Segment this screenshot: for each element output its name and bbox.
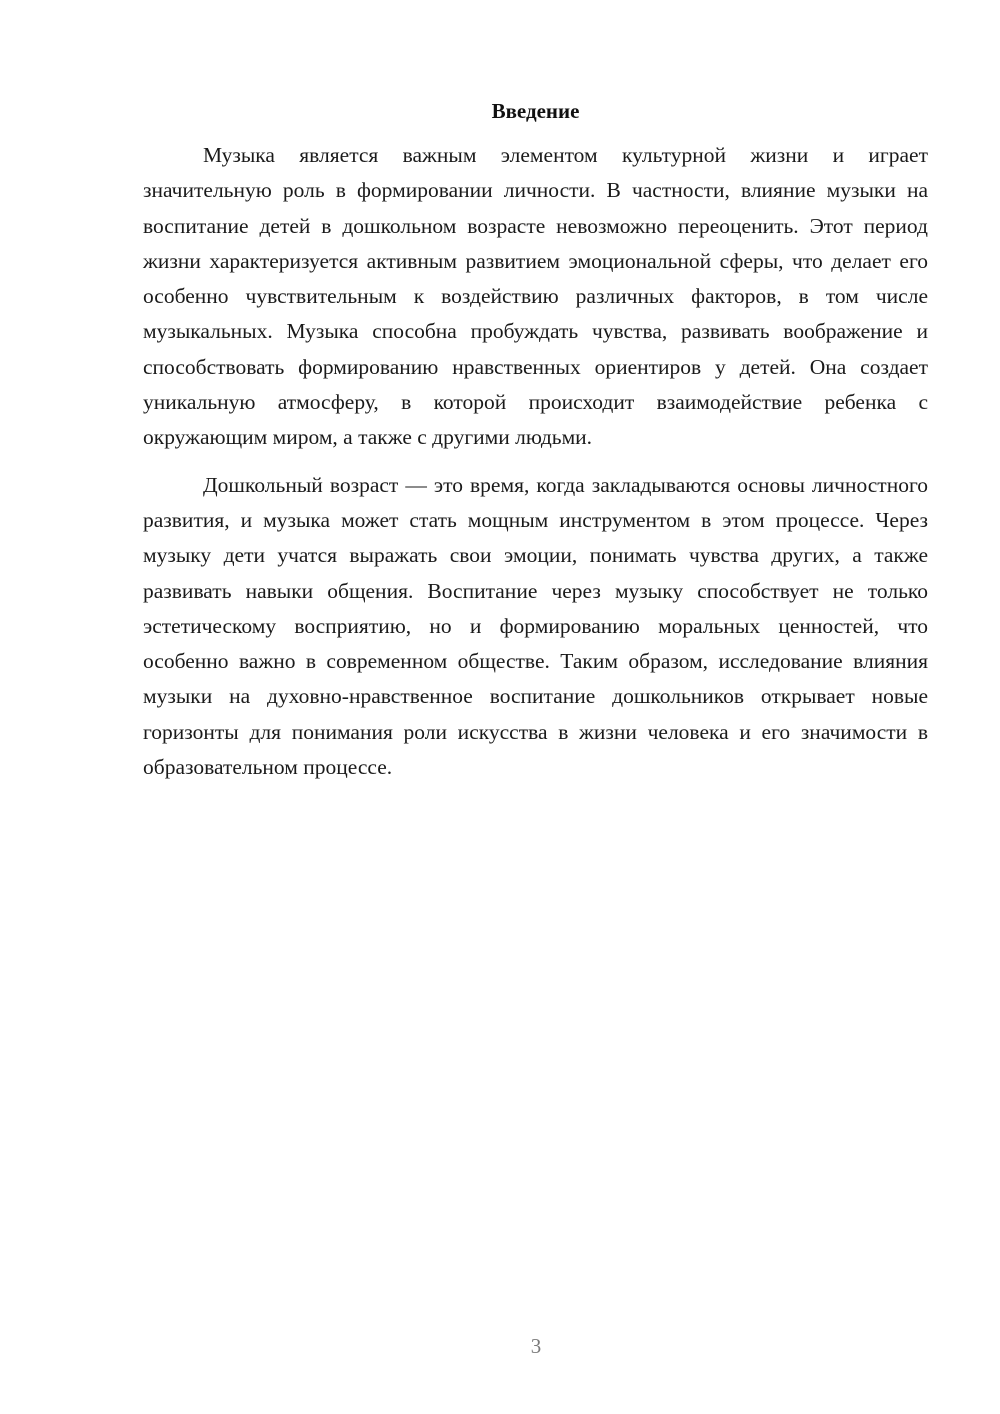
section-heading: Введение (491, 99, 580, 123)
body-paragraph-2: Дошкольный возраст — это время, когда закладываются основы личностного развития, и музыка может стать мощным инструментом в этом процессе. Через музыку дети учатся выражать свои эмоции, понимать чувства других, а также развивать навыки общения. Воспитание через музыку способствует не только эстетическому восприятию, но и формированию моральных ценностей, что особенно важно в современном обществе. Таким образом, исследование влияния музыки на духовно-нравственное воспитание дошкольников открывает новые горизонты для понимания роли искусства в жизни человека и его значимости в образовательном процессе. (143, 472, 928, 780)
body-paragraph-1: Музыка является важным элементом культурной жизни и играет значительную роль в формировании личности. В частности, влияние музыки на воспитание детей в дошкольном возрасте невозможно переоценить. Этот период жизни характеризуется активным развитием эмоциональной сферы, что делает его особенно чувствительным к воздействию различных факторов, в том числе музыкальных. Музыка способна пробуждать чувства, развивать воображение и способствовать формированию нравственных ориентиров у детей. Она создает уникальную атмосферу, в которой происходит взаимодействие ребенка с окружающим миром, а также с другими людьми. (143, 143, 928, 450)
page-content (143, 96, 928, 785)
page-number: 3 (530, 1334, 542, 1358)
